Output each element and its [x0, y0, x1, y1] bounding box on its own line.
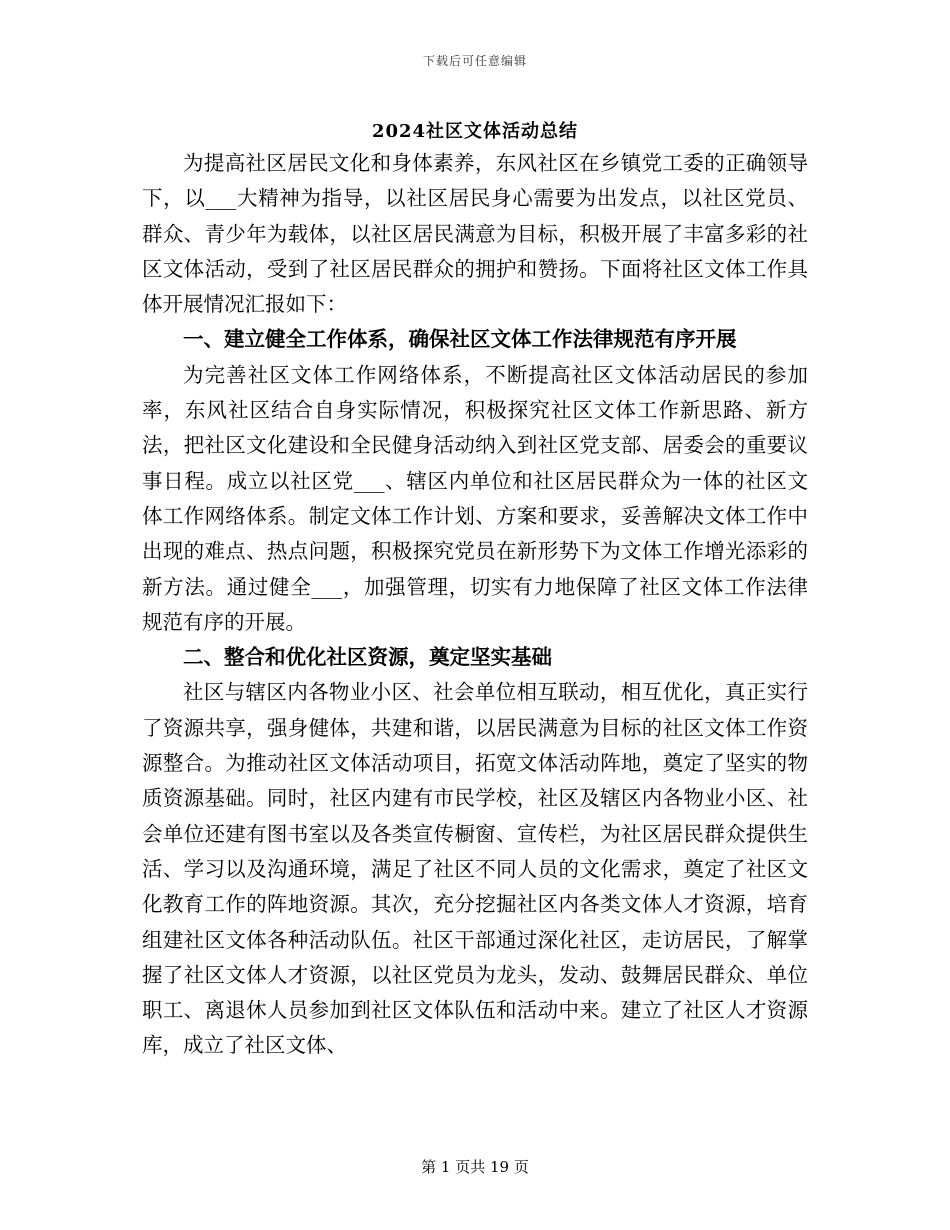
page-number-footer: 第 1 页共 19 页	[421, 1158, 529, 1176]
intro-paragraph: 为提高社区居民文化和身体素养，东风社区在乡镇党工委的正确领导下，以___大精神为指导，以社区居民身心需要为出发点，以社区党员、群众、青少年为载体，以社区居民满意为目标，积极开展了丰富多彩的社区文体活动，受到了社区居民群众的拥护和赞扬。下面将社区文体工作具体开展情况汇报如下：	[142, 151, 808, 317]
section-2-heading: 二、整合和优化社区资源，奠定坚实基础	[183, 645, 552, 670]
page-header-note: 下载后可任意编辑	[422, 54, 527, 68]
section-1-paragraph: 为完善社区文体工作网络体系，不断提高社区文体活动居民的参加率，东风社区结合自身实际情况，积极探究社区文体工作新思路、新方法，把社区文化建设和全民健身活动纳入到社区党支部、居委会的重要议事日程。成立以社区党___、辖区内单位和社区居民群众为一体的社区文体工作网络体系。制定文体工作计划、方案和要求，妥善解决文体工作中出现的难点、热点问题，积极探究党员在新形势下为文体工作增光添彩的新方法。通过健全___，加强管理，切实有力地保障了社区文体工作法律规范有序的开展。	[142, 362, 808, 634]
section-2-paragraph: 社区与辖区内各物业小区、社会单位相互联动，相互优化，真正实行了资源共享，强身健体，共建和谐，以居民满意为目标的社区文体工作资源整合。为推动社区文体活动项目，拓宽文体活动阵地，奠定了坚实的物质资源基础。同时，社区内建有市民学校，社区及辖区内各物业小区、社会单位还建有图书室以及各类宣传橱窗、宣传栏，为社区居民群众提供生活、学习以及沟通环境，满足了社区不同人员的文化需求，奠定了社区文化教育工作的阵地资源。其次，充分挖掘社区内各类文体人才资源，培育组建社区文体各种活动队伍。社区干部通过深化社区，走访居民，了解掌握了社区文体人才资源，以社区党员为龙头，发动、鼓舞居民群众、单位职工、离退休人员参加到社区文体队伍和活动中来。建立了社区人才资源库，成立了社区文体、	[142, 680, 808, 1058]
document-body	[142, 146, 808, 1064]
section-1-heading: 一、建立健全工作体系，确保社区文体工作法律规范有序开展	[183, 327, 737, 352]
document-title: 2024社区文体活动总结	[371, 121, 579, 142]
